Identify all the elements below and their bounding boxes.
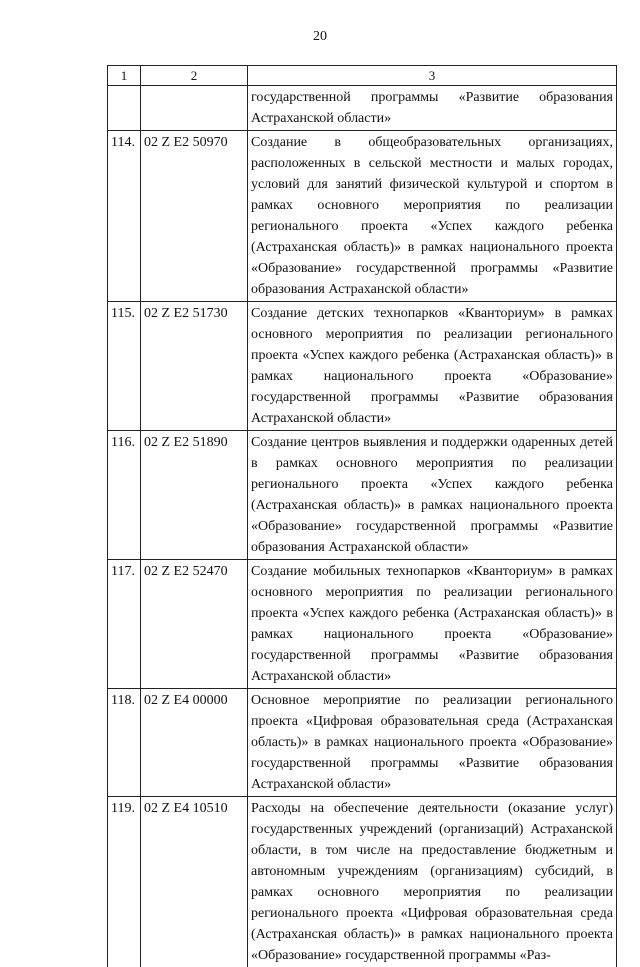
row-number: 119. [108,797,141,967]
row-number: 118. [108,689,141,797]
column-header-1: 1 [108,66,141,86]
budget-code: 02 Z E2 51730 [141,302,248,431]
row-description: Создание в общеобразовательных организациях, расположенных в сельской местности и малых городах, условий для занятий физической культурой и спортом в рамках основного мероприятия по реализации регионального проекта «Успех каждого ребенка (Астраханская область)» в рамках национального проекта «Образование» государственной программы «Развитие образования Астраханской области» [248,131,617,302]
continuation-text: государственной программы «Развитие образования Астраханской области» [248,86,617,131]
column-header-2: 2 [141,66,248,86]
table-row [108,689,617,797]
table-header-row [108,66,617,86]
budget-code: 02 Z E2 50970 [141,131,248,302]
row-description: Создание центров выявления и поддержки одаренных детей в рамках основного мероприятия по реализации регионального проекта «Успех каждого ребенка (Астраханская область)» в рамках национального проекта «Образование» государственной программы «Развитие образования Астраханской области» [248,431,617,560]
continuation-row [108,86,617,131]
table-row [108,797,617,967]
column-header-3: 3 [248,66,617,86]
budget-code: 02 Z E2 52470 [141,560,248,689]
row-description: Создание детских технопарков «Кванториум» в рамках основного мероприятия по реализации регионального проекта «Успех каждого ребенка (Астраханская область)» в рамках национального проекта «Образование» государственной программы «Развитие образования Астраханской области» [248,302,617,431]
budget-code: 02 Z E2 51890 [141,431,248,560]
budget-classification-table [107,65,617,967]
table-row [108,302,617,431]
row-description: Создание мобильных технопарков «Кванториум» в рамках основного мероприятия по реализации регионального проекта «Успех каждого ребенка (Астраханская область)» в рамках национального проекта «Образование» государственной программы «Развитие образования Астраханской области» [248,560,617,689]
budget-code: 02 Z E4 10510 [141,797,248,967]
continuation-code-cell [141,86,248,131]
budget-code: 02 Z E4 00000 [141,689,248,797]
continuation-num-cell [108,86,141,131]
row-number: 117. [108,560,141,689]
row-description: Основное мероприятие по реализации регионального проекта «Цифровая образовательная среда (Астраханская область)» в рамках национального проекта «Образование» государственной программы «Развитие образования Астраханской области» [248,689,617,797]
table-row [108,560,617,689]
row-description: Расходы на обеспечение деятельности (оказание услуг) государственных учреждений (организаций) Астраханской области, в том числе на предоставление бюджетным и автономным учреждениям (организациям) субсидий, в рамках основного мероприятия по реализации регионального проекта «Цифровая образовательная среда (Астраханская область)» в рамках национального проекта «Образование» государственной программы «Раз- [248,797,617,967]
page-number: 20 [0,29,640,45]
table-row [108,431,617,560]
row-number: 116. [108,431,141,560]
row-number: 114. [108,131,141,302]
table-row [108,131,617,302]
row-number: 115. [108,302,141,431]
